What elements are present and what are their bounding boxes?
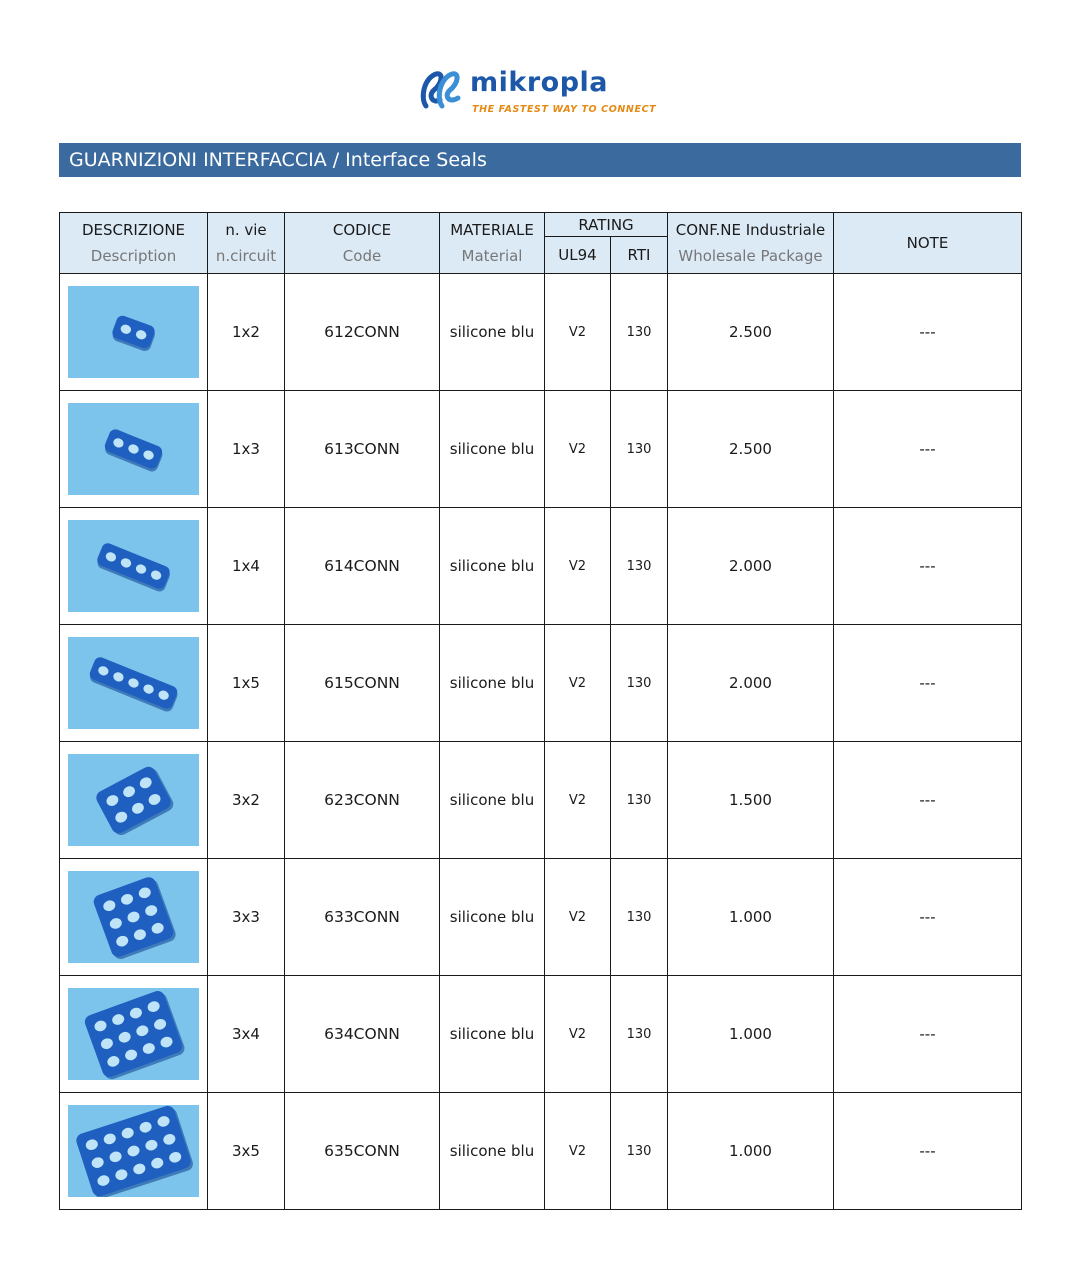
col-n-vie (208, 213, 285, 274)
cell-material: silicone blu (440, 742, 545, 859)
cell-code: 623CONN (285, 742, 440, 859)
header-rating: RATING (545, 213, 668, 237)
cell-ul94: V2 (545, 1093, 611, 1210)
cell-note: --- (834, 1093, 1022, 1210)
cell-rti: 130 (611, 391, 668, 508)
cell-image (60, 508, 208, 625)
cell-material: silicone blu (440, 625, 545, 742)
cell-package: 2.500 (668, 391, 834, 508)
seal-photo (68, 403, 199, 495)
cell-note: --- (834, 859, 1022, 976)
seal-icon (68, 637, 199, 729)
seal-photo (68, 637, 199, 729)
cell-rti: 130 (611, 742, 668, 859)
cell-rti: 130 (611, 508, 668, 625)
cell-circuits: 1x2 (208, 274, 285, 391)
cell-code: 634CONN (285, 976, 440, 1093)
header-code: Code (342, 247, 382, 265)
cell-material: silicone blu (440, 1093, 545, 1210)
logo-mark-icon (418, 68, 468, 114)
cell-code: 615CONN (285, 625, 440, 742)
cell-note: --- (834, 625, 1022, 742)
cell-package: 2.000 (668, 508, 834, 625)
cell-circuits: 1x4 (208, 508, 285, 625)
table-row (60, 1093, 1022, 1210)
seal-photo (68, 520, 199, 612)
cell-code: 612CONN (285, 274, 440, 391)
mikropla-logo (418, 66, 658, 120)
seal-photo (68, 286, 199, 378)
cell-circuits: 1x3 (208, 391, 285, 508)
cell-image (60, 859, 208, 976)
cell-note: --- (834, 742, 1022, 859)
seal-icon (68, 403, 199, 495)
cell-package: 1.500 (668, 742, 834, 859)
header-descrizione: DESCRIZIONE (81, 221, 186, 239)
cell-ul94: V2 (545, 976, 611, 1093)
col-conf (668, 213, 834, 274)
header-material: Material (461, 247, 523, 265)
header-description: Description (90, 247, 177, 265)
table-row (60, 508, 1022, 625)
cell-image (60, 391, 208, 508)
seal-icon (68, 286, 199, 378)
header-package: Wholesale Package (678, 247, 823, 265)
seal-icon (68, 871, 199, 963)
cell-note: --- (834, 508, 1022, 625)
cell-note: --- (834, 976, 1022, 1093)
header-rti: RTI (611, 237, 668, 274)
section-title: GUARNIZIONI INTERFACCIA / Interface Seals (59, 143, 1021, 177)
cell-ul94: V2 (545, 859, 611, 976)
cell-material: silicone blu (440, 274, 545, 391)
cell-circuits: 3x2 (208, 742, 285, 859)
table-row (60, 391, 1022, 508)
cell-image (60, 976, 208, 1093)
cell-ul94: V2 (545, 508, 611, 625)
col-materiale (440, 213, 545, 274)
cell-image (60, 625, 208, 742)
cell-rti: 130 (611, 1093, 668, 1210)
seal-photo (68, 754, 199, 846)
seal-photo (68, 871, 199, 963)
table-row (60, 274, 1022, 391)
col-codice (285, 213, 440, 274)
header-note: NOTE (834, 213, 1022, 274)
cell-code: 633CONN (285, 859, 440, 976)
cell-circuits: 3x4 (208, 976, 285, 1093)
cell-material: silicone blu (440, 391, 545, 508)
cell-image (60, 1093, 208, 1210)
table-row (60, 625, 1022, 742)
cell-rti: 130 (611, 625, 668, 742)
cell-material: silicone blu (440, 859, 545, 976)
cell-rti: 130 (611, 274, 668, 391)
seal-photo (68, 988, 199, 1080)
cell-code: 613CONN (285, 391, 440, 508)
seal-icon (68, 754, 199, 846)
seal-photo (68, 1105, 199, 1197)
cell-package: 2.500 (668, 274, 834, 391)
cell-code: 614CONN (285, 508, 440, 625)
cell-ul94: V2 (545, 625, 611, 742)
seal-icon (68, 988, 199, 1080)
col-descrizione (60, 213, 208, 274)
cell-note: --- (834, 274, 1022, 391)
header-materiale: MATERIALE (450, 221, 534, 239)
cell-ul94: V2 (545, 274, 611, 391)
header-n-vie: n. vie (225, 221, 267, 239)
seal-icon (68, 1105, 199, 1197)
table-row (60, 742, 1022, 859)
header-n-circuit: n.circuit (215, 247, 277, 265)
cell-package: 1.000 (668, 859, 834, 976)
table-row (60, 859, 1022, 976)
header-codice: CODICE (332, 221, 392, 239)
cell-ul94: V2 (545, 391, 611, 508)
cell-material: silicone blu (440, 976, 545, 1093)
cell-image (60, 274, 208, 391)
cell-package: 1.000 (668, 976, 834, 1093)
cell-note: --- (834, 391, 1022, 508)
cell-rti: 130 (611, 859, 668, 976)
header-conf: CONF.NE Industriale (675, 221, 826, 239)
cell-image (60, 742, 208, 859)
brand-tagline: THE FASTEST WAY TO CONNECT (472, 104, 657, 115)
cell-circuits: 3x5 (208, 1093, 285, 1210)
cell-package: 2.000 (668, 625, 834, 742)
header-ul94: UL94 (545, 237, 611, 274)
cell-rti: 130 (611, 976, 668, 1093)
cell-material: silicone blu (440, 508, 545, 625)
brand-name: mikropla (470, 67, 609, 98)
seal-icon (68, 520, 199, 612)
seals-table (59, 212, 1022, 1210)
cell-package: 1.000 (668, 1093, 834, 1210)
cell-ul94: V2 (545, 742, 611, 859)
cell-code: 635CONN (285, 1093, 440, 1210)
cell-circuits: 1x5 (208, 625, 285, 742)
table-row (60, 976, 1022, 1093)
cell-circuits: 3x3 (208, 859, 285, 976)
